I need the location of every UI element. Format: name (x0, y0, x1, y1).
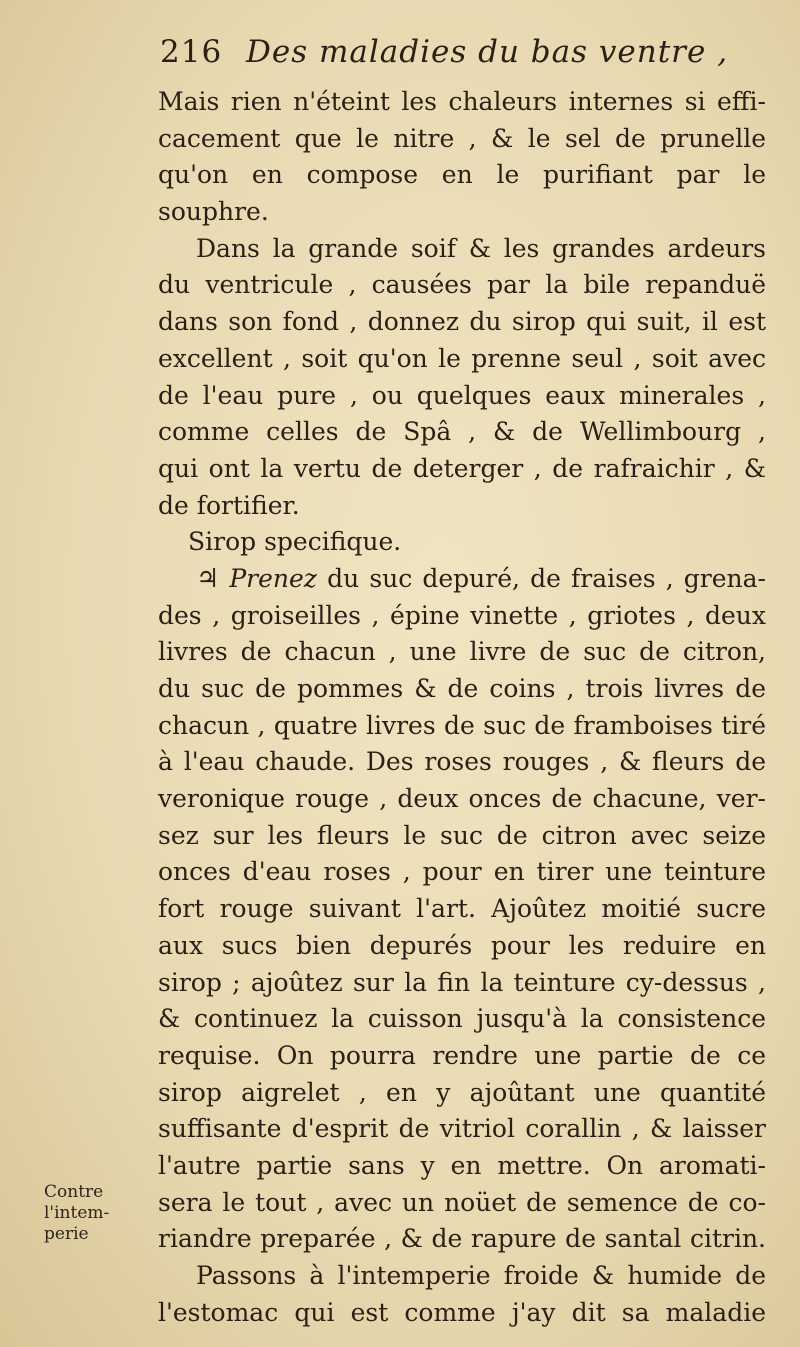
line-text: des , groiseilles , épine vinette , griotes , deux (158, 600, 766, 630)
line-text: requise. On pourra rendre une partie de ce (158, 1040, 766, 1070)
text-line (158, 194, 766, 231)
text-line (158, 1038, 766, 1075)
line-text: suffisante d'esprit de vitriol corallin , & laisser (158, 1114, 766, 1144)
text-line (158, 267, 766, 304)
line-text: comme celles de Spâ , & de Wellimbourg , (158, 417, 766, 447)
line-text: sera le tout , avec un noüet de semence de co- (158, 1187, 766, 1217)
line-text: excellent , soit qu'on le prenne seul , soit avec (158, 343, 766, 373)
line-text: qu'on en compose en le purifiant par le (158, 160, 766, 190)
recipe-prefix: Prenez (229, 563, 317, 593)
text-line (158, 965, 766, 1002)
text-line (158, 378, 766, 415)
text-line (158, 854, 766, 891)
text-line (158, 1111, 766, 1148)
line-text: du suc depuré, de fraises , grena- (327, 563, 766, 593)
line-text: Passons à l'intemperie froide & humide de (196, 1261, 766, 1290)
text-line (158, 744, 766, 781)
text-line (158, 121, 766, 158)
line-text: & continuez la cuisson jusqu'à la consistence (158, 1004, 766, 1034)
line-text: dans son fond , donnez du sirop qui suit, il est (158, 307, 766, 337)
line-text: qui ont la vertu de deterger , de rafraichir , & (158, 453, 766, 483)
text-line (158, 1258, 766, 1295)
line-text: riandre preparée , & de rapure de santal citrin. (158, 1224, 766, 1254)
line-text: souphre. (158, 197, 269, 227)
line-text: onces d'eau roses , pour en tirer une teinture (158, 857, 766, 887)
text-line (158, 1185, 766, 1222)
text-line (158, 488, 766, 525)
body-text (158, 84, 766, 1331)
recipe-symbol: ♃ (196, 563, 220, 594)
text-line (158, 231, 766, 268)
line-text: sirop aigrelet , en y ajoûtant une quantité (158, 1077, 766, 1107)
text-line (158, 928, 766, 965)
line-text: de fortifier. (158, 490, 300, 520)
line-text: aux sucs bien depurés pour les reduire en (158, 930, 766, 960)
margin-note (44, 1182, 134, 1245)
margin-note-line: l'intem- (44, 1203, 110, 1223)
text-line (158, 561, 766, 598)
text-line (158, 634, 766, 671)
line-text: veronique rouge , deux onces de chacune, ver- (158, 784, 766, 814)
text-line (158, 708, 766, 745)
running-title: Des maladies du bas ventre , (246, 34, 729, 70)
line-text: sirop ; ajoûtez sur la fin la teinture cy-dessus , (158, 967, 766, 997)
text-line (158, 781, 766, 818)
text-line (158, 598, 766, 635)
text-line (158, 304, 766, 341)
line-text: du ventricule , causées par la bile repanduë (158, 270, 766, 300)
line-text: de l'eau pure , ou quelques eaux minerales , (158, 380, 766, 410)
margin-note-line: perie (44, 1224, 89, 1244)
line-text: Dans la grande soif & les grandes ardeurs (196, 233, 766, 263)
page-number: 216 (160, 34, 223, 70)
line-text: l'autre partie sans y en mettre. On aromati- (158, 1150, 766, 1180)
text-line (158, 1148, 766, 1185)
line-text: Sirop specifique. (188, 527, 402, 557)
line-text: livres de chacun , une livre de suc de citron, (158, 637, 766, 667)
text-line (158, 341, 766, 378)
line-text: cacement que le nitre , & le sel de prunelle (158, 123, 766, 153)
text-line (158, 818, 766, 855)
text-line (158, 524, 766, 561)
text-line (158, 1295, 766, 1332)
text-line (158, 891, 766, 928)
text-line (158, 157, 766, 194)
margin-note-line: Contre (44, 1182, 104, 1202)
line-text: chacun , quatre livres de suc de framboises tiré (158, 710, 766, 740)
line-text: à l'eau chaude. Des roses rouges , & fleurs de (158, 747, 766, 777)
text-line (158, 671, 766, 708)
line-text: fort rouge suivant l'art. Ajoûtez moitié sucre (158, 894, 766, 924)
text-line (158, 84, 766, 121)
text-line (158, 451, 766, 488)
line-text: l'estomac qui est comme j'ay dit sa maladie (158, 1297, 766, 1327)
text-line (158, 1075, 766, 1112)
text-line (158, 414, 766, 451)
line-text: du suc de pommes & de coins , trois livres de (158, 674, 766, 703)
text-line (158, 1001, 766, 1038)
line-text: sez sur les fleurs le suc de citron avec seize (158, 820, 766, 850)
text-line (158, 1221, 766, 1258)
line-text: Mais rien n'éteint les chaleurs internes si effi- (158, 87, 766, 116)
page-header (160, 34, 760, 84)
